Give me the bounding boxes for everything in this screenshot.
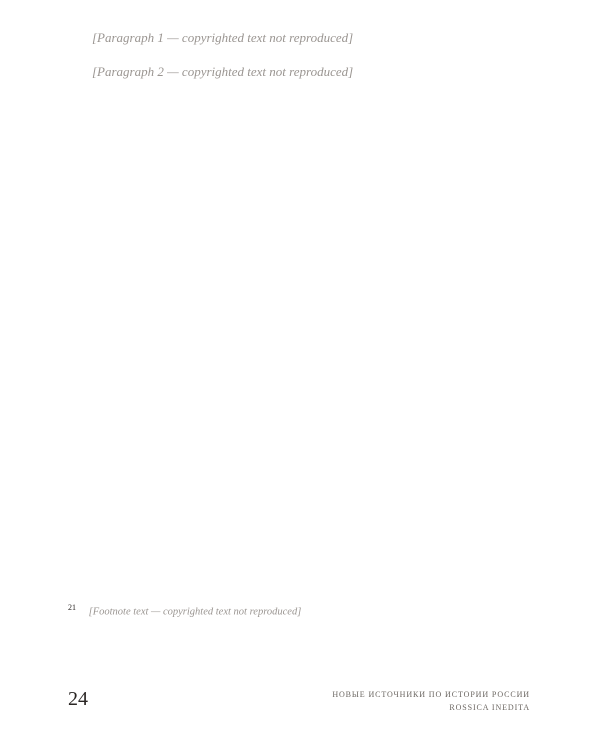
running-head: [332, 688, 530, 714]
paragraph-1: [Paragraph 1 — copyrighted text not reproduced]: [92, 30, 354, 45]
running-head-series: НОВЫЕ ИСТОЧНИКИ ПО ИСТОРИИ РОССИИ: [332, 690, 530, 699]
footnote-text: [Footnote text — copyrighted text not reproduced]: [88, 606, 302, 618]
page-number: 24: [68, 688, 88, 710]
main-text: [68, 28, 530, 96]
paragraph-2: [Paragraph 2 — copyrighted text not reproduced]: [92, 64, 354, 79]
footnote-number: 21: [68, 603, 76, 612]
footnote: [68, 600, 530, 621]
running-head-subseries: ROSSICA INEDITA: [449, 703, 530, 712]
